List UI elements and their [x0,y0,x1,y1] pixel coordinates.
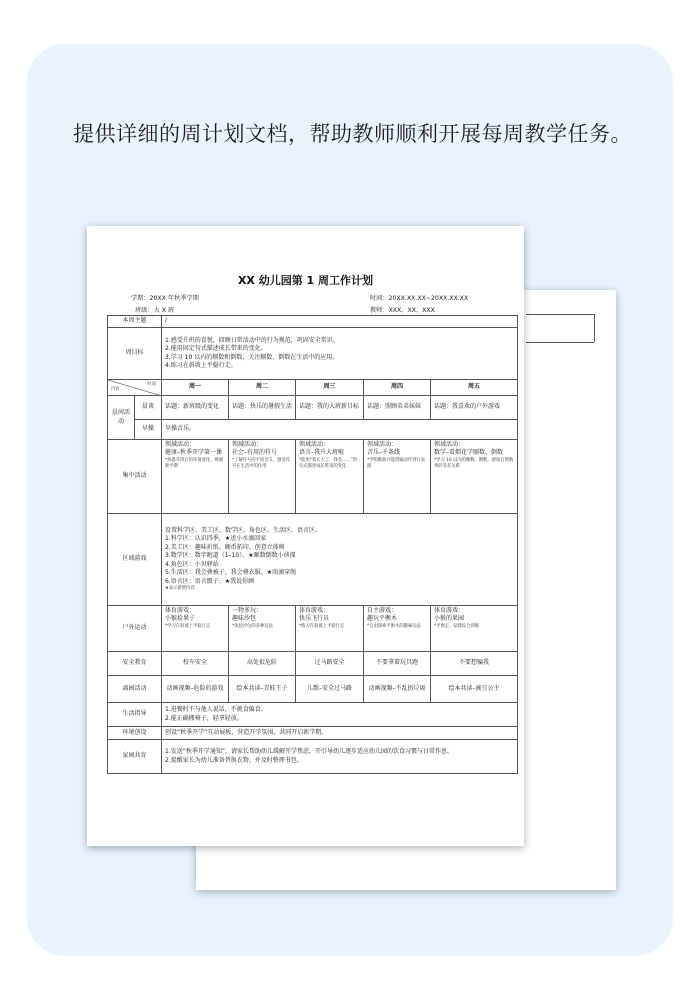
back-page-table-edge [526,314,594,315]
group-activity-cell [431,440,518,514]
goal-item: 1.感受升班的喜悦，回顾日常活动中的行为规范，巩固安全常识。 [165,336,339,344]
env-label: 环境创设 [108,727,162,740]
morning-talk-row [108,396,518,420]
teachers-label: 教师：XXX、XX、XXX [370,307,435,314]
group-activity-label: 集中活动 [108,440,162,514]
day-header: 周五 [431,380,518,396]
activity-name: 趣味沙包 [232,615,257,623]
activity-note: *学唱歌曲并能创编动作进行表演 [367,457,426,469]
goal-item: 4.练习在斜坡上平稳行走。 [165,361,237,369]
area-game-label: 区域游戏 [108,514,162,606]
talk-cell: 话题：照顾弟弟妹妹 [364,396,431,420]
goal-row [108,328,518,380]
corner-content-label: 内容 [111,386,120,392]
back-page-table-edge [594,314,595,342]
env-row [108,727,518,740]
activity-note: *熟悉升班后的环境变化、规避新学期 [165,457,224,469]
group-activity-cell [162,440,229,514]
outdoor-cell [431,606,518,652]
activity-type: 领域活动： [299,441,330,448]
activity-name: 趣玩平衡木 [367,615,398,623]
leave-cell: 动画视频–不乱扔垃圾 [364,676,431,703]
day-header: 周四 [364,380,431,396]
env-cell: 创设“秋季开学”互动展板，营造开学氛围，共同开启新学期。 [162,727,518,740]
exercise-row [108,420,518,440]
safety-cell: 高处很危险 [229,652,296,676]
activity-type: 体育游戏： [165,607,196,614]
talk-cell: 话题：快乐的暑假生活 [229,396,296,420]
area-game-list [162,514,518,606]
day-header: 周二 [229,380,296,396]
activity-note: *体验沙包的多种玩法 [232,623,273,629]
talk-label: 晨谈 [135,396,162,420]
activity-note: *练习在斜坡上平稳行走 [299,623,345,629]
activity-name: 数学–看烟花学顺数、倒数 [434,449,504,457]
area-item: 3.数学区：数字跑道（1–10）、★顺数倒数小侦探 [165,552,296,560]
activity-type: 领域活动： [434,441,465,448]
leave-label: 离园活动 [108,676,162,703]
area-item: 4.角色区：小贝驿站 [165,560,219,568]
activity-note: *了解符号的不同含义，感受符号在生活中的作用 [232,457,291,469]
class-label: 班级：大 X 班 [135,307,175,314]
back-page-table-edge [526,342,594,343]
front-document-page [87,226,524,846]
area-game-row [108,514,518,606]
weekly-plan-table [107,315,518,774]
day-header: 周三 [296,380,364,396]
goal-list [162,328,518,380]
activity-note: *能用“我长大了，我会……”的句式描述成长带来的变化 [299,457,358,469]
safety-cell: 不要想骗我 [431,652,518,676]
activity-note: *学习 10 以内的顺数、倒数，感知自然数列的等差关系 [434,457,514,469]
day-header: 周一 [162,380,229,396]
safety-row [108,652,518,676]
leave-row [108,676,518,703]
home-list [162,740,518,774]
theme-row [108,316,518,328]
outdoor-label: 户外运动 [108,606,162,652]
activity-type: 领域活动： [367,441,398,448]
activity-name: 小猴的果园 [434,615,465,623]
activity-name: 音乐–千条线 [367,449,401,457]
theme-value: / [162,316,518,328]
area-item: 2.美工区：趣味折纸、硬币拓印、创意立体树 [165,543,285,551]
outdoor-cell [364,606,431,652]
exercise-cell: 早操音乐。 [162,420,518,440]
life-list [162,703,518,727]
activity-name: 语言–我升大班啦 [299,449,345,457]
talk-cell: 话题：新班级的变化 [162,396,229,420]
activity-name: 快乐飞行员 [299,615,330,623]
corner-time-label: 时间 [147,382,157,387]
talk-cell: 话题：我喜欢的户外游戏 [431,396,518,420]
outdoor-cell [296,606,364,652]
life-item: 1.进餐时不与他人说话，不挑食偏食。 [165,706,267,714]
area-item: 设置科学区、美工区、数学区、角色区、生活区、语言区。 [165,527,322,535]
safety-cell: 过马路安全 [296,652,364,676]
activity-name: 社会–有用的符号 [232,449,278,457]
activity-note: *学习在斜坡上平稳行走 [165,623,211,629]
theme-label: 本周主题 [108,316,162,328]
activity-note: *自由探索平衡木的趣味玩法 [367,623,421,629]
semester-label: 学期：20XX 年秋季学期 [131,295,199,302]
home-row [108,740,518,774]
area-item: 1.科学区：认识四季，★送小水滴回家 [165,535,267,543]
life-row [108,703,518,727]
header-corner-cell [108,380,162,396]
activity-type: 体育游戏： [299,607,330,614]
life-label: 生活指导 [108,703,162,727]
area-footnote: ★表示新增内容 [165,585,195,591]
safety-cell: 校车安全 [162,652,229,676]
group-activity-row [108,440,518,514]
home-label: 家园共育 [108,740,162,774]
outdoor-cell [162,606,229,652]
talk-cell: 话题：我的大班新目标 [296,396,364,420]
exercise-label: 早操 [135,420,162,440]
home-item: 1.发送“秋季开学通知”，请家长帮助幼儿缓解开学焦虑，开引导幼儿逐步适应幼儿园的饮食习惯与日常作息。 [165,748,453,756]
group-activity-cell [364,440,431,514]
group-activity-cell [296,440,364,514]
leave-cell: 儿歌–安全过马路 [296,676,364,703]
area-item: 6.语言区：语言骰子、★我说你画 [165,577,255,585]
outdoor-cell [229,606,296,652]
area-item: 5.生活区：我会叠被子、我会叠衣服、★雨滴穿绳 [165,569,297,577]
leave-cell: 绘本共读–豌豆公主 [431,676,518,703]
goal-item: 3.学习 10 以内的顺数和倒数，关注顺数、倒数在生活中的应用。 [165,353,339,361]
group-activity-cell [229,440,296,514]
headline: 提供详细的周计划文档，帮助教师顺利开展每周教学任务。 [73,122,632,146]
life-item: 2.能正确搬椅子，轻拿轻放。 [165,714,243,722]
document-title: XX 幼儿园第 1 周工作计划 [237,274,374,287]
day-header-row [108,380,518,396]
morning-activity-label: 晨间活动 [108,396,135,440]
activity-type: 领域活动： [232,441,263,448]
activity-type: 领域活动： [165,441,196,448]
safety-cell: 不要拿着玩具跑 [364,652,431,676]
leave-cell: 绘本共读–青蛙王子 [229,676,296,703]
activity-type: 一物多玩： [232,607,263,614]
activity-note: *平衡走、钻爬综合训练 [434,623,480,629]
home-item: 2.提醒家长为幼儿准备替换衣物，并及时整理书包。 [165,756,303,764]
activity-type: 体育游戏： [434,607,465,614]
safety-label: 安全教育 [108,652,162,676]
goal-item: 2.能用固定句式描述成长带来的变化。 [165,345,267,353]
outdoor-row [108,606,518,652]
activity-name: 小猴捡果子 [165,615,196,623]
activity-type: 自主游戏： [367,607,398,614]
time-label: 时间：20XX.XX.XX~20XX.XX.XX [370,295,469,302]
leave-cell: 动画视频–危险的游戏 [162,676,229,703]
activity-name: 健康–秋季开学第一课 [165,449,223,457]
goal-label: 周目标 [108,328,162,380]
